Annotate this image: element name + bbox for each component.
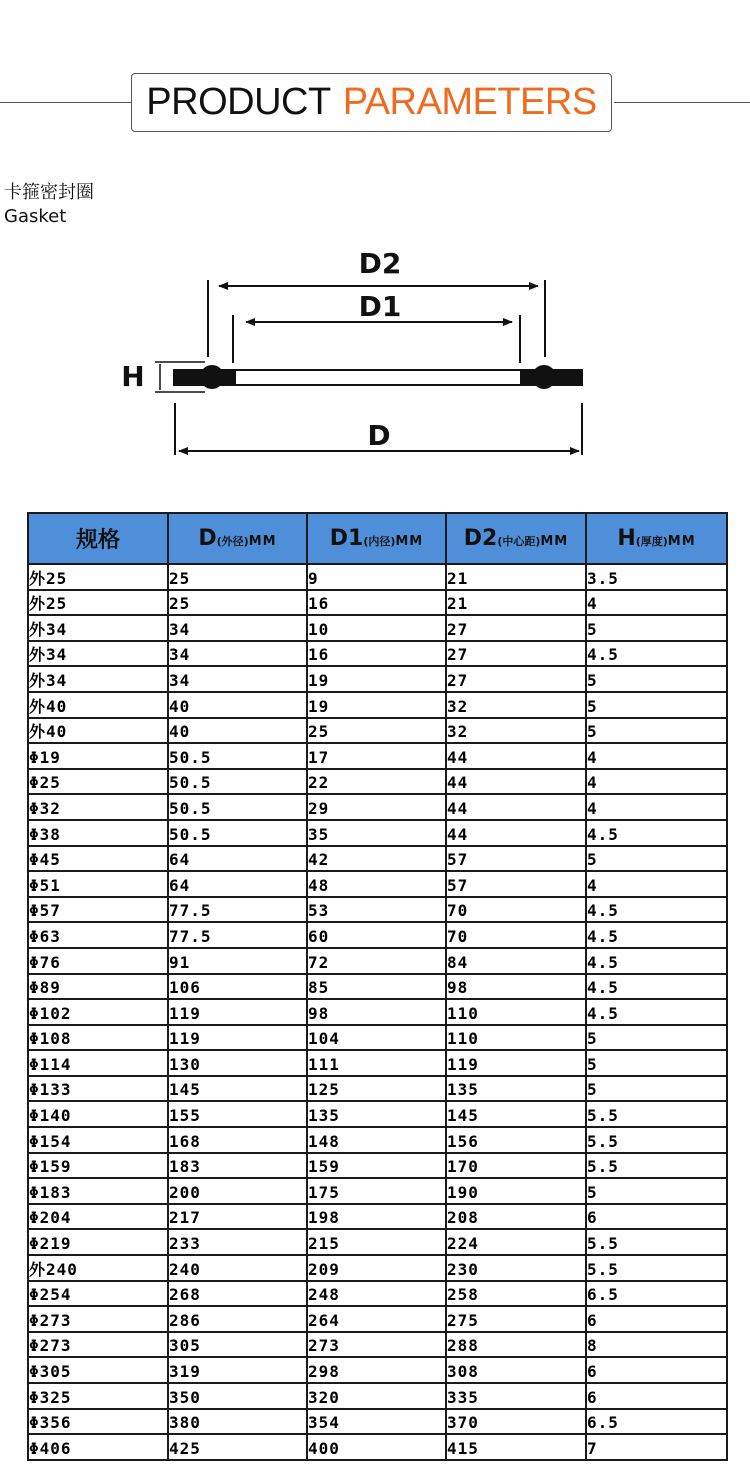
product-name-cn: 卡箍密封圈	[4, 182, 94, 203]
cell-d: 168	[168, 1127, 307, 1153]
cell-spec: Φ219	[28, 1229, 168, 1255]
cell-d1: 248	[307, 1281, 446, 1307]
table-row	[28, 666, 727, 692]
cell-spec: Φ305	[28, 1357, 168, 1383]
cell-d2: 288	[446, 1332, 586, 1358]
header-d2	[446, 513, 586, 564]
title-divider-left	[0, 102, 131, 103]
cell-h: 5	[586, 615, 727, 641]
table-row	[28, 948, 727, 974]
cell-d1: 22	[307, 769, 446, 795]
header-d-main: D	[198, 526, 217, 551]
cell-d2: 370	[446, 1409, 586, 1435]
cell-d: 286	[168, 1306, 307, 1332]
cell-d1: 125	[307, 1076, 446, 1102]
cell-h: 6.5	[586, 1281, 727, 1307]
cell-spec: Φ51	[28, 871, 168, 897]
cell-h: 4.5	[586, 897, 727, 923]
page-title	[131, 73, 612, 132]
cell-d2: 98	[446, 974, 586, 1000]
table-row	[28, 1178, 727, 1204]
cell-d: 34	[168, 666, 307, 692]
cell-h: 5	[586, 1178, 727, 1204]
cell-d: 50.5	[168, 794, 307, 820]
cell-d1: 9	[307, 564, 446, 590]
cell-d: 217	[168, 1204, 307, 1230]
cell-d: 40	[168, 718, 307, 744]
cell-d1: 354	[307, 1409, 446, 1435]
header-h	[586, 513, 727, 564]
cell-d2: 32	[446, 692, 586, 718]
cell-d2: 145	[446, 1101, 586, 1127]
cell-d1: 198	[307, 1204, 446, 1230]
cell-d2: 415	[446, 1434, 586, 1460]
cell-d2: 57	[446, 871, 586, 897]
table-row	[28, 1025, 727, 1051]
table-row	[28, 1409, 727, 1435]
gasket-inner-bore	[236, 371, 520, 384]
cell-h: 5.5	[586, 1255, 727, 1281]
cell-spec: Φ57	[28, 897, 168, 923]
header-d	[168, 513, 307, 564]
header-d2-sub: (中心距)	[497, 535, 541, 548]
cell-h: 4.5	[586, 922, 727, 948]
cell-d2: 44	[446, 743, 586, 769]
cell-h: 5	[586, 846, 727, 872]
cell-d: 380	[168, 1409, 307, 1435]
cell-d2: 110	[446, 1025, 586, 1051]
cell-d2: 44	[446, 820, 586, 846]
cell-spec: Φ356	[28, 1409, 168, 1435]
cell-spec: Φ63	[28, 922, 168, 948]
cell-d1: 209	[307, 1255, 446, 1281]
cell-spec: 外40	[28, 718, 168, 744]
cell-h: 4	[586, 743, 727, 769]
cell-d1: 98	[307, 999, 446, 1025]
cell-d: 305	[168, 1332, 307, 1358]
title-divider-right	[614, 102, 750, 103]
cell-spec: Φ114	[28, 1050, 168, 1076]
cell-h: 4	[586, 590, 727, 616]
cell-h: 6.5	[586, 1409, 727, 1435]
cell-d2: 119	[446, 1050, 586, 1076]
cell-h: 4.5	[586, 974, 727, 1000]
table-row	[28, 922, 727, 948]
cell-d: 233	[168, 1229, 307, 1255]
cell-d: 119	[168, 999, 307, 1025]
table-row	[28, 769, 727, 795]
cell-d: 34	[168, 641, 307, 667]
cell-spec: Φ25	[28, 769, 168, 795]
cell-d: 77.5	[168, 897, 307, 923]
header-h-unit: MM	[667, 534, 696, 549]
cell-d1: 135	[307, 1101, 446, 1127]
cell-h: 4	[586, 871, 727, 897]
cell-spec: 外25	[28, 590, 168, 616]
cell-d: 183	[168, 1153, 307, 1179]
cell-d2: 32	[446, 718, 586, 744]
cell-d: 240	[168, 1255, 307, 1281]
cell-d: 50.5	[168, 743, 307, 769]
cell-h: 5	[586, 1025, 727, 1051]
cell-d1: 264	[307, 1306, 446, 1332]
table-row	[28, 1255, 727, 1281]
cell-d2: 70	[446, 922, 586, 948]
table-row	[28, 1204, 727, 1230]
table-row	[28, 1434, 727, 1460]
cell-h: 6	[586, 1383, 727, 1409]
cell-spec: 外34	[28, 666, 168, 692]
cell-d1: 16	[307, 590, 446, 616]
cell-spec: Φ102	[28, 999, 168, 1025]
product-name-en: Gasket	[4, 206, 67, 227]
cell-d1: 10	[307, 615, 446, 641]
cell-d2: 275	[446, 1306, 586, 1332]
cell-h: 7	[586, 1434, 727, 1460]
cell-d2: 170	[446, 1153, 586, 1179]
cell-d1: 175	[307, 1178, 446, 1204]
cell-d1: 400	[307, 1434, 446, 1460]
cell-d: 130	[168, 1050, 307, 1076]
label-d2: D2	[358, 247, 402, 280]
table-row	[28, 1101, 727, 1127]
cell-h: 5.5	[586, 1229, 727, 1255]
cell-d1: 25	[307, 718, 446, 744]
cell-h: 4.5	[586, 820, 727, 846]
cell-d: 25	[168, 590, 307, 616]
cell-d2: 135	[446, 1076, 586, 1102]
table-row	[28, 692, 727, 718]
table-row	[28, 1383, 727, 1409]
cell-d2: 110	[446, 999, 586, 1025]
cell-spec: Φ38	[28, 820, 168, 846]
cell-spec: Φ273	[28, 1332, 168, 1358]
cell-d1: 29	[307, 794, 446, 820]
cell-d: 200	[168, 1178, 307, 1204]
cell-h: 3.5	[586, 564, 727, 590]
cell-d: 77.5	[168, 922, 307, 948]
cell-d1: 85	[307, 974, 446, 1000]
cell-d: 119	[168, 1025, 307, 1051]
cell-h: 5.5	[586, 1153, 727, 1179]
cell-d: 40	[168, 692, 307, 718]
header-d1-unit: MM	[395, 534, 424, 549]
gasket-diagram	[0, 235, 750, 475]
header-d-unit: MM	[248, 534, 277, 549]
cell-d: 50.5	[168, 820, 307, 846]
cell-d1: 17	[307, 743, 446, 769]
cell-spec: Φ19	[28, 743, 168, 769]
cell-d2: 70	[446, 897, 586, 923]
cell-spec: Φ325	[28, 1383, 168, 1409]
cell-spec: Φ133	[28, 1076, 168, 1102]
table-row	[28, 590, 727, 616]
cell-d1: 35	[307, 820, 446, 846]
cell-spec: Φ273	[28, 1306, 168, 1332]
table-row	[28, 794, 727, 820]
cell-d2: 21	[446, 590, 586, 616]
cell-spec: Φ159	[28, 1153, 168, 1179]
cell-spec: Φ89	[28, 974, 168, 1000]
cell-d2: 224	[446, 1229, 586, 1255]
cell-d2: 44	[446, 769, 586, 795]
table-row	[28, 974, 727, 1000]
cell-d: 50.5	[168, 769, 307, 795]
cell-d: 106	[168, 974, 307, 1000]
table-row	[28, 743, 727, 769]
spec-table-body	[28, 564, 727, 1460]
table-row	[28, 1332, 727, 1358]
table-row	[28, 1050, 727, 1076]
spec-table	[27, 512, 728, 1461]
title-word-product: PRODUCT	[146, 81, 331, 123]
cell-spec: Φ108	[28, 1025, 168, 1051]
cell-d2: 27	[446, 615, 586, 641]
product-name	[4, 181, 94, 229]
cell-d2: 57	[446, 846, 586, 872]
cell-spec: Φ183	[28, 1178, 168, 1204]
cell-d2: 208	[446, 1204, 586, 1230]
cell-spec: Φ204	[28, 1204, 168, 1230]
table-row	[28, 641, 727, 667]
cell-d: 64	[168, 846, 307, 872]
header-d1	[307, 513, 446, 564]
label-d: D	[367, 419, 391, 452]
cell-h: 6	[586, 1306, 727, 1332]
cell-d1: 48	[307, 871, 446, 897]
cell-h: 5.5	[586, 1127, 727, 1153]
header-h-sub: (厚度)	[635, 535, 668, 548]
label-h: H	[121, 360, 145, 393]
cell-d2: 27	[446, 641, 586, 667]
table-row	[28, 564, 727, 590]
table-row	[28, 1306, 727, 1332]
gasket-bead-left	[200, 365, 224, 389]
table-row	[28, 1229, 727, 1255]
cell-h: 5.5	[586, 1101, 727, 1127]
cell-h: 5	[586, 1050, 727, 1076]
cell-d1: 19	[307, 692, 446, 718]
cell-h: 5	[586, 692, 727, 718]
cell-d1: 148	[307, 1127, 446, 1153]
cell-h: 4.5	[586, 948, 727, 974]
cell-d: 268	[168, 1281, 307, 1307]
cell-d2: 44	[446, 794, 586, 820]
cell-spec: Φ32	[28, 794, 168, 820]
label-d1: D1	[358, 290, 402, 323]
header-h-main: H	[617, 526, 636, 551]
cell-d1: 104	[307, 1025, 446, 1051]
header-row	[28, 513, 727, 564]
cell-d1: 53	[307, 897, 446, 923]
table-row	[28, 999, 727, 1025]
cell-spec: 外34	[28, 615, 168, 641]
header-d1-sub: (内径)	[363, 535, 396, 548]
cell-spec: Φ140	[28, 1101, 168, 1127]
cell-h: 4	[586, 794, 727, 820]
cell-h: 5	[586, 718, 727, 744]
cell-d1: 72	[307, 948, 446, 974]
header-d1-main: D1	[329, 526, 364, 551]
header-spec	[28, 513, 168, 564]
cell-spec: Φ76	[28, 948, 168, 974]
cell-d1: 273	[307, 1332, 446, 1358]
cell-d2: 258	[446, 1281, 586, 1307]
cell-spec: Φ406	[28, 1434, 168, 1460]
cell-d: 64	[168, 871, 307, 897]
header-d2-unit: MM	[540, 534, 569, 549]
cell-h: 8	[586, 1332, 727, 1358]
cell-h: 5	[586, 666, 727, 692]
table-row	[28, 897, 727, 923]
cell-h: 4.5	[586, 641, 727, 667]
cell-d: 25	[168, 564, 307, 590]
spec-table-header	[28, 513, 727, 564]
cell-spec: Φ254	[28, 1281, 168, 1307]
cell-d2: 230	[446, 1255, 586, 1281]
cell-d1: 320	[307, 1383, 446, 1409]
table-row	[28, 615, 727, 641]
cell-d: 319	[168, 1357, 307, 1383]
cell-spec: 外240	[28, 1255, 168, 1281]
cell-spec: Φ45	[28, 846, 168, 872]
cell-d1: 215	[307, 1229, 446, 1255]
cell-spec: 外40	[28, 692, 168, 718]
table-row	[28, 871, 727, 897]
cell-d1: 298	[307, 1357, 446, 1383]
cell-d1: 111	[307, 1050, 446, 1076]
header-spec-main: 规格	[75, 528, 120, 553]
cell-d1: 16	[307, 641, 446, 667]
cell-h: 4	[586, 769, 727, 795]
cell-h: 6	[586, 1357, 727, 1383]
cell-d2: 156	[446, 1127, 586, 1153]
title-word-parameters: PARAMETERS	[342, 81, 597, 123]
cell-h: 4.5	[586, 999, 727, 1025]
cell-d1: 19	[307, 666, 446, 692]
cell-d2: 335	[446, 1383, 586, 1409]
table-row	[28, 820, 727, 846]
cell-d2: 27	[446, 666, 586, 692]
cell-d1: 42	[307, 846, 446, 872]
cell-spec: Φ154	[28, 1127, 168, 1153]
cell-d2: 308	[446, 1357, 586, 1383]
cell-d: 34	[168, 615, 307, 641]
header-d2-main: D2	[463, 526, 498, 551]
cell-d2: 190	[446, 1178, 586, 1204]
cell-d: 91	[168, 948, 307, 974]
cell-h: 5	[586, 1076, 727, 1102]
cell-spec: 外25	[28, 564, 168, 590]
cell-d: 425	[168, 1434, 307, 1460]
header-d-sub: (外径)	[216, 535, 249, 548]
cell-h: 6	[586, 1204, 727, 1230]
cell-d: 145	[168, 1076, 307, 1102]
table-row	[28, 846, 727, 872]
table-row	[28, 1153, 727, 1179]
table-row	[28, 1127, 727, 1153]
cell-d: 155	[168, 1101, 307, 1127]
table-row	[28, 1357, 727, 1383]
cell-d2: 84	[446, 948, 586, 974]
cell-spec: 外34	[28, 641, 168, 667]
table-row	[28, 1281, 727, 1307]
gasket-bead-right	[532, 365, 556, 389]
cell-d2: 21	[446, 564, 586, 590]
table-row	[28, 1076, 727, 1102]
cell-d1: 159	[307, 1153, 446, 1179]
cell-d1: 60	[307, 922, 446, 948]
cell-d: 350	[168, 1383, 307, 1409]
table-row	[28, 718, 727, 744]
